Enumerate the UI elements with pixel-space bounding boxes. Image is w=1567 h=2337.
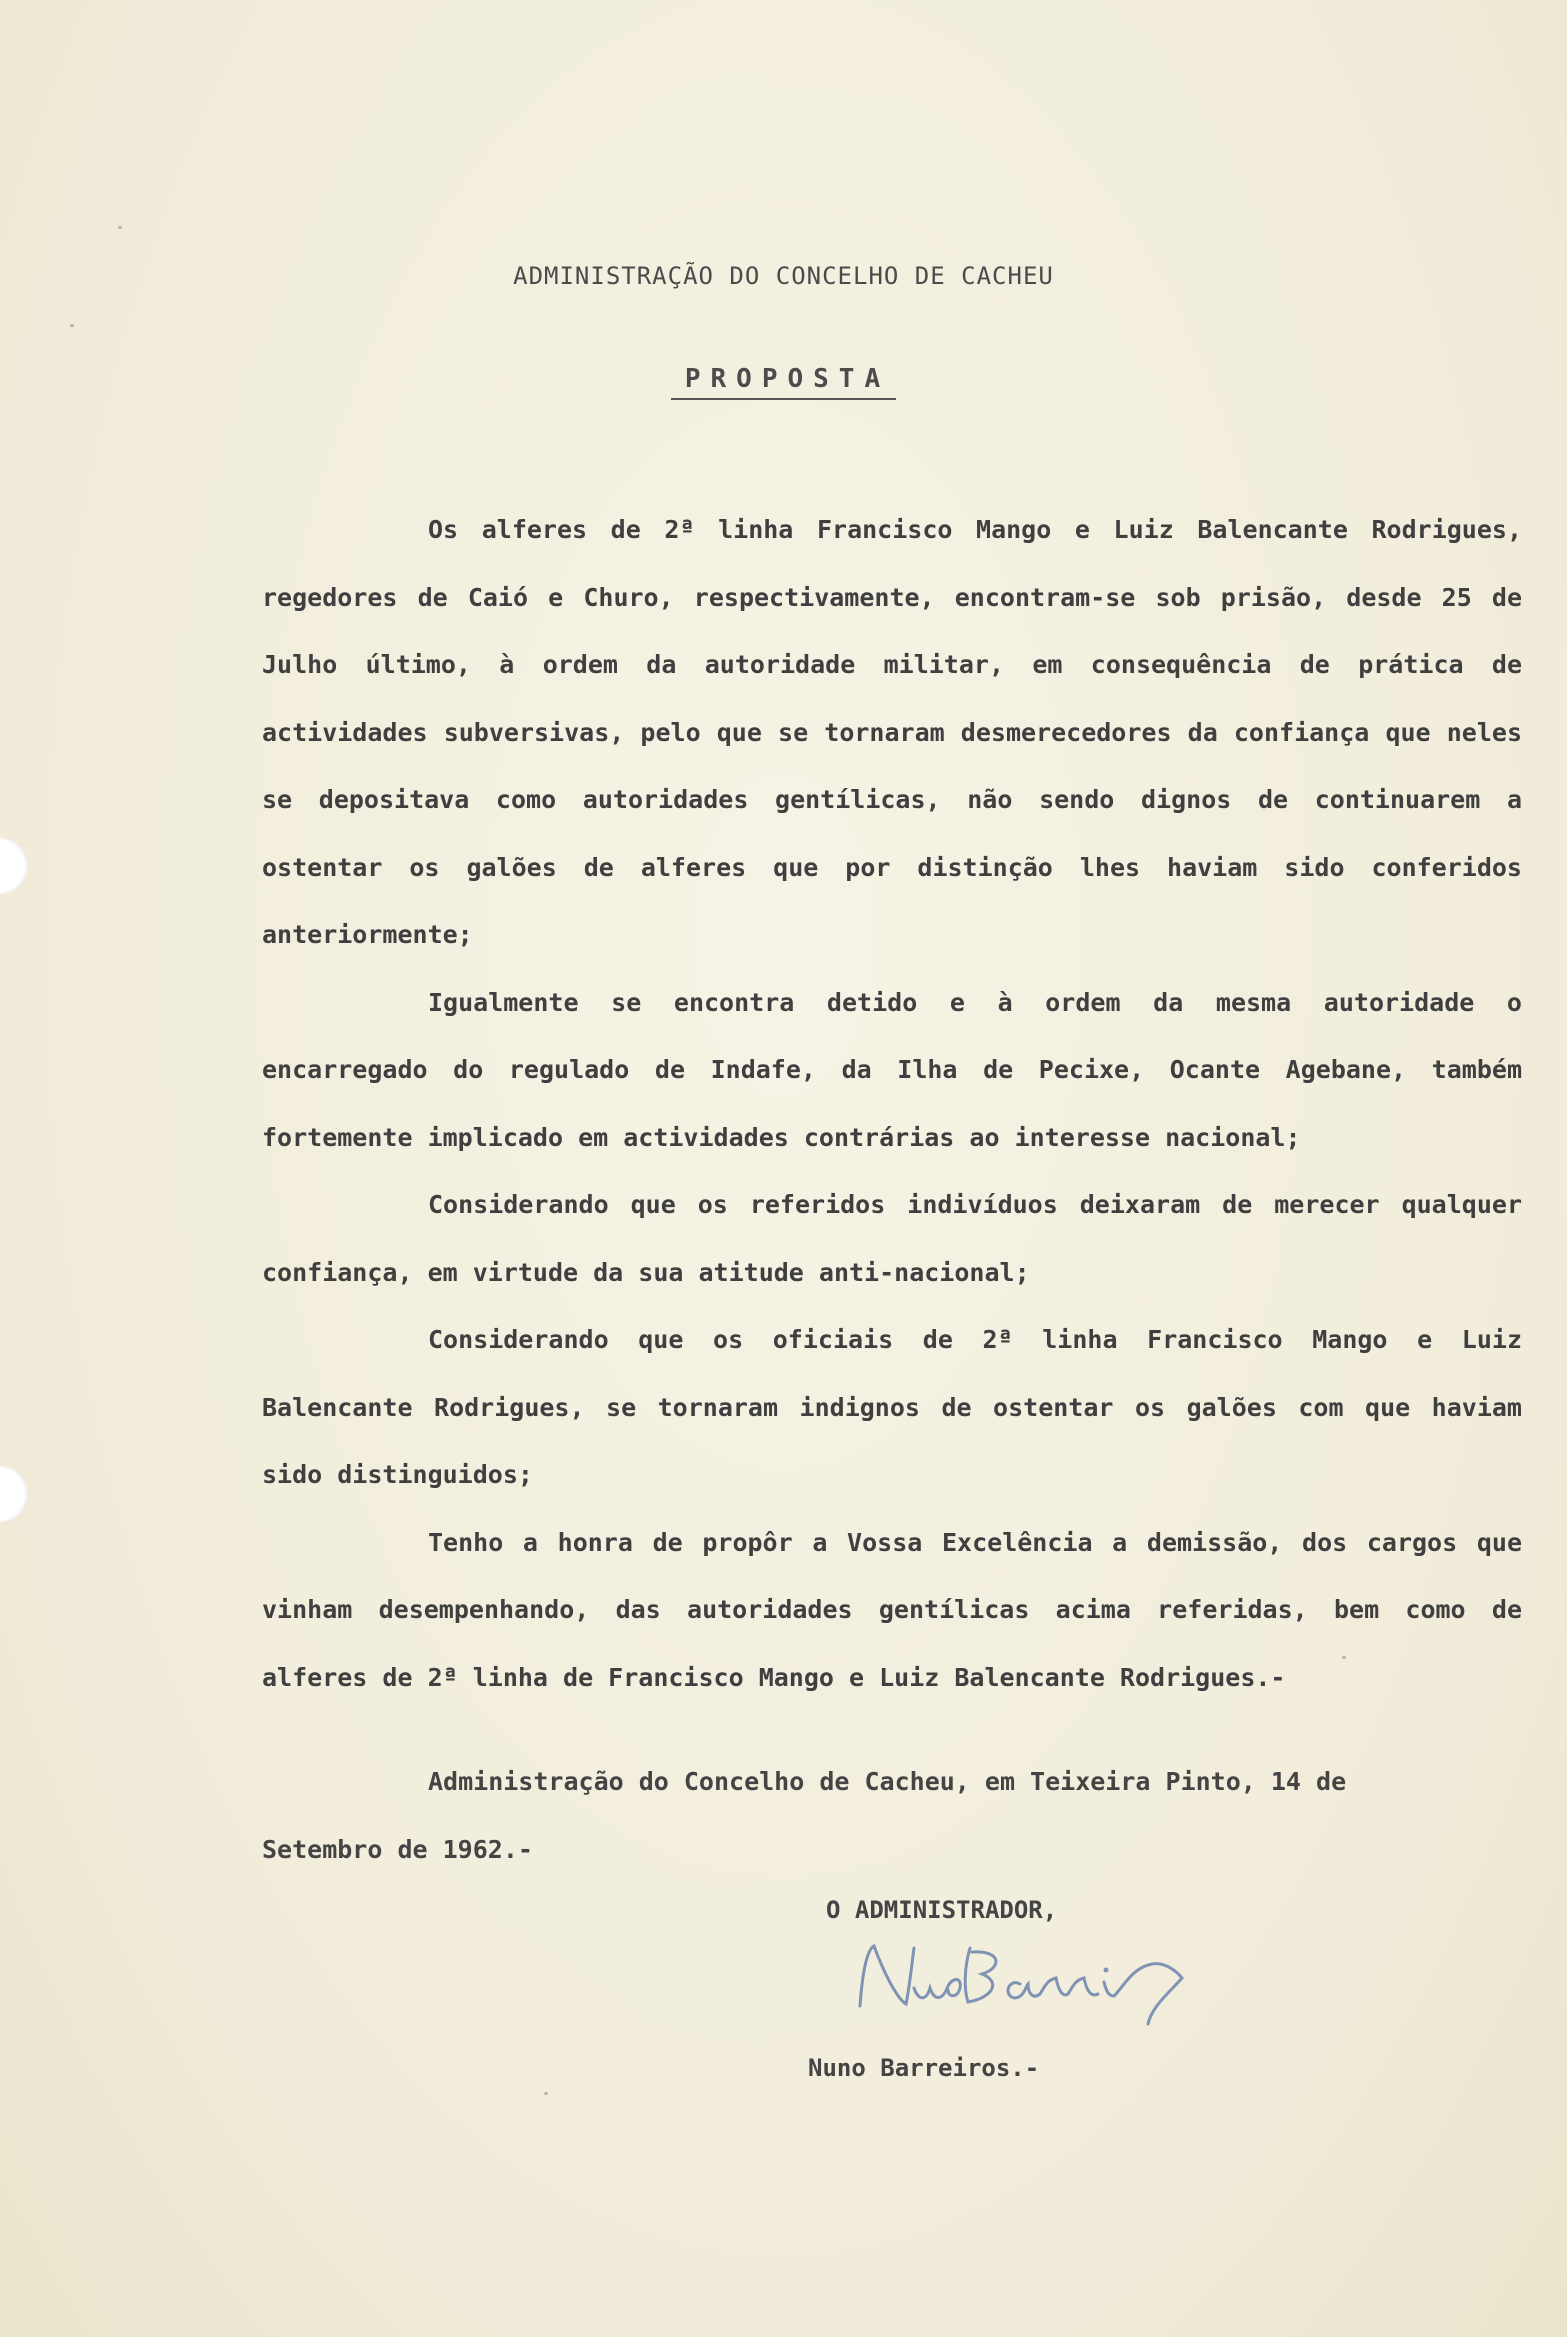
document-title-text: PROPOSTA [671, 364, 896, 400]
paper-speck [544, 2092, 548, 2095]
office-heading: ADMINISTRAÇÃO DO CONCELHO DE CACHEU [513, 262, 1054, 290]
punch-hole-lower [0, 1466, 28, 1522]
proposal-body [262, 496, 1522, 1711]
handwritten-signature [852, 1928, 1212, 2042]
administrator-title: O ADMINISTRADOR, [826, 1896, 1058, 1924]
paragraph-4: Considerando que os oficiais de 2ª linha Francisco Mango e Luiz Balencante Rodrigues, se tornaram indignos de ostentar os galões com que haviam sido distinguidos; [262, 1325, 1522, 1489]
paper-speck [118, 226, 122, 229]
paragraph-3: Considerando que os referidos indivíduos deixaram de merecer qualquer confiança, em virtude da sua atitude anti-nacional; [262, 1190, 1522, 1287]
paragraph-2: Igualmente se encontra detido e à ordem da mesma autoridade o encarregado do regulado de Indafe, da Ilha de Pecixe, Ocante Agebane, também fortemente implicado em actividades contrárias ao interesse nacional; [262, 987, 1522, 1152]
punch-hole-upper [0, 838, 28, 894]
paragraph-1: Os alferes de 2ª linha Francisco Mango e Luiz Balencante Rodrigues, regedores de Caió e Churo, respectivamente, encontram-se sob prisão, desde 25 de Julho último, à ordem da autoridade militar, em consequência de prática de actividades subversivas, pelo que se tornaram desmerecedores da confiança que neles se depositava como autoridades gentílicas, não sendo dignos de continuarem a ostentar os galões de alferes que por distinção lhes haviam sido conferidos anteriormente; [262, 515, 1522, 949]
document-title [0, 364, 1567, 394]
paper-speck [70, 324, 74, 327]
signature-drawing [852, 1928, 1212, 2038]
dateline: Administração do Concelho de Cacheu, em Teixeira Pinto, 14 de Setembro de 1962.- [262, 1767, 1347, 1864]
signer-name: Nuno Barreiros.- [808, 2054, 1040, 2082]
paragraph-5: Tenho a honra de propôr a Vossa Excelência a demissão, dos cargos que vinham desempenhando, das autoridades gentílicas acima referidas, bem como de alferes de 2ª linha de Francisco Mango e Luiz Balencante Rodrigues.- [262, 1527, 1522, 1692]
